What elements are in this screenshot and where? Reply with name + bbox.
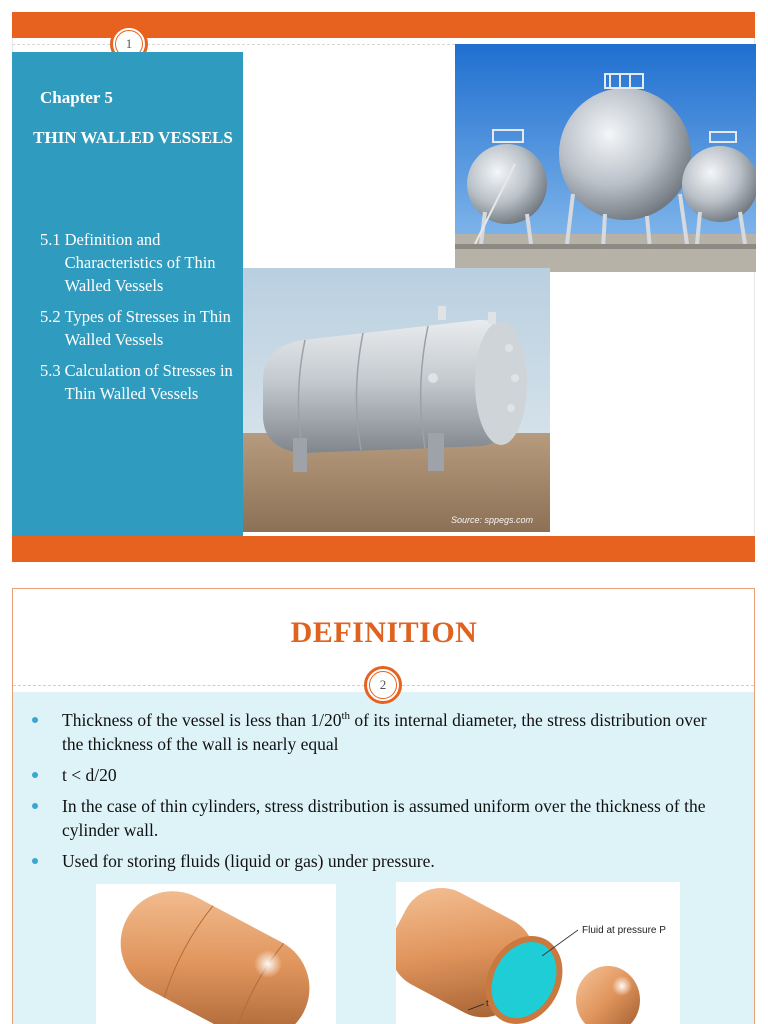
bullet-item — [30, 708, 730, 756]
toc-item — [40, 359, 240, 405]
vessel-cross-section-illustration — [396, 882, 680, 1024]
page-number: 1 — [115, 30, 143, 58]
bullet-dot-icon — [32, 858, 38, 864]
spherical-tanks-photo — [455, 44, 756, 272]
superscript: th — [341, 710, 351, 723]
bullet-item — [30, 794, 730, 842]
bullet-text: In the case of thin cylinders, stress distribution is assumed uniform over the thickness of the cylinder wall. — [62, 796, 706, 840]
slide-title: DEFINITION — [290, 616, 478, 649]
photo-caption: Source: sppegs.com — [450, 515, 533, 525]
chapter-title: THIN WALLED VESSELS — [33, 128, 233, 147]
thickness-label: t — [486, 998, 489, 1008]
bullet-dot-icon — [32, 717, 38, 723]
page-number-badge — [364, 666, 402, 704]
bullet-text: t < d/20 — [62, 765, 117, 785]
toc-text: Types of Stresses in Thin Walled Vessels — [64, 307, 231, 349]
bullet-text: Used for storing fluids (liquid or gas) under pressure. — [62, 851, 435, 871]
bullet-list — [30, 708, 730, 880]
slide-2 — [0, 588, 768, 1024]
vessel-illustration — [96, 884, 336, 1024]
toc-item — [40, 228, 240, 297]
bullet-item — [30, 849, 730, 873]
bullet-text: Thickness of the vessel is less than 1/20 — [62, 710, 342, 730]
toc-item — [40, 305, 240, 351]
page-number: 2 — [369, 671, 397, 699]
bullet-dot-icon — [32, 772, 38, 778]
bullet-text-cont: of its internal diameter, the stress distribution over the thickness of the wall is nearly equal — [62, 710, 707, 754]
toc-text: Definition and Characteristics of Thin Walled Vessels — [64, 230, 216, 295]
title-panel — [12, 52, 243, 536]
table-of-contents — [40, 228, 240, 413]
horizontal-tank-photo — [243, 268, 550, 532]
figure-label: Fluid at pressure P — [582, 925, 666, 936]
toc-text: Calculation of Stresses in Thin Walled Vessels — [64, 361, 233, 403]
bullet-item — [30, 763, 730, 787]
toc-number: 5.2 — [40, 307, 61, 326]
bottom-accent-bar — [12, 536, 755, 562]
toc-number: 5.1 — [40, 230, 61, 249]
bullet-dot-icon — [32, 803, 38, 809]
chapter-label: Chapter 5 — [40, 88, 113, 107]
toc-number: 5.3 — [40, 361, 61, 380]
